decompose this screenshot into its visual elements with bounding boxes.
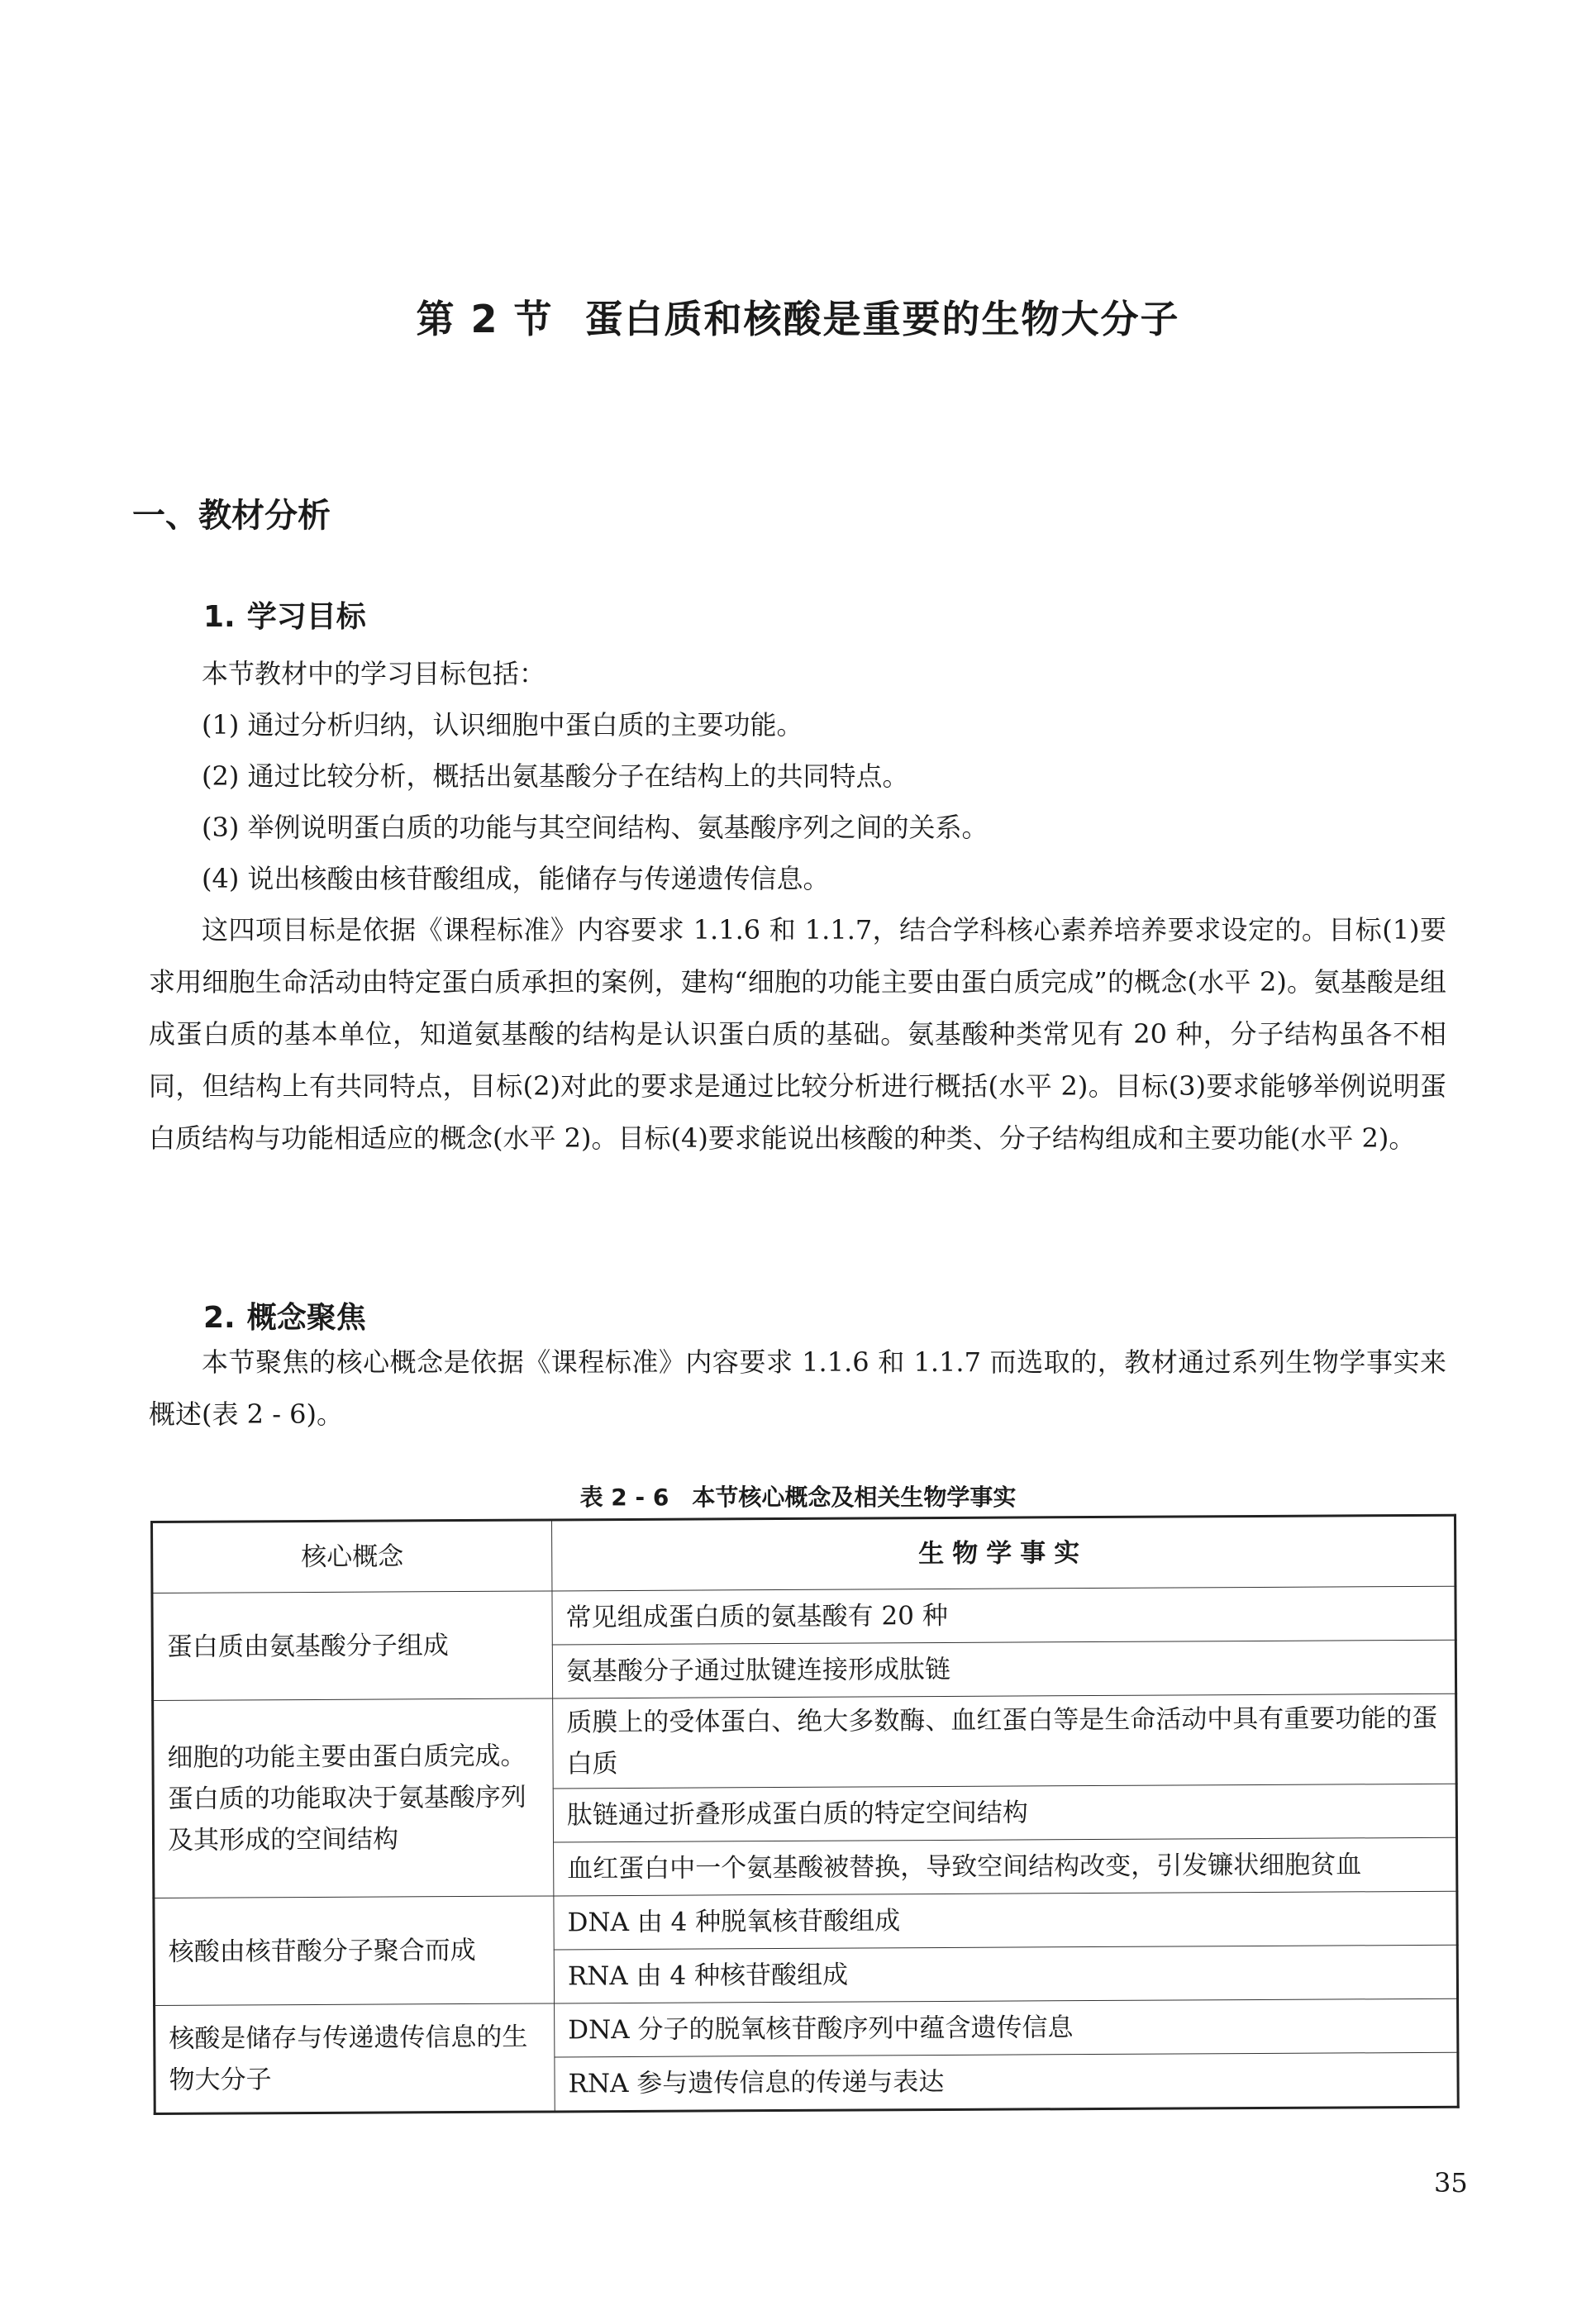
table-row xyxy=(153,1694,1457,1790)
goal-item-1: (1) 通过分析归纳，认识细胞中蛋白质的主要功能。 xyxy=(202,709,803,741)
concept-cell: 蛋白质由氨基酸分子组成 xyxy=(152,1591,553,1701)
goals-paragraph: 这四项目标是依据《课程标准》内容要求 1.1.6 和 1.1.7，结合学科核心素养培养要求设定的。目标(1)要求用细胞生命活动由特定蛋白质承担的案例，建构“细胞的功能主要由蛋白质完成”的概念(水平 2)。氨基酸是组成蛋白质的基本单位，知道氨基酸的结构是认识蛋白质的基础。氨基酸种类常见有 20 种，分子结构虽各不相同，但结构上有共同特点，目标(2)对此的要求是通过比较分析进行概括(水平 2)。目标(3)要求能够举例说明蛋白质结构与功能相适应的概念(水平 2)。目标(4)要求能说出核酸的种类、分子结构组成和主要功能(水平 2)。 xyxy=(149,914,1446,1154)
section-title-text: 蛋白质和核酸是重要的生物大分子 xyxy=(584,297,1180,341)
fact-cell: DNA 分子的脱氧核苷酸序列中蕴含遗传信息 xyxy=(555,1998,1458,2057)
fact-cell: RNA 参与遗传信息的传递与表达 xyxy=(555,2052,1458,2112)
goal-item-2: (2) 通过比较分析，概括出氨基酸分子在结构上的共同特点。 xyxy=(202,760,909,792)
heading-number: 1. xyxy=(203,600,236,634)
heading-concept-focus xyxy=(203,1294,366,1336)
goal-item-4: (4) 说出核酸由核苷酸组成，能储存与传递遗传信息。 xyxy=(202,863,830,894)
concept-cell: 核酸是储存与传递遗传信息的生物大分子 xyxy=(155,2003,555,2114)
heading-text: 概念聚焦 xyxy=(246,1301,366,1335)
fact-cell: 氨基酸分子通过肽键连接形成肽链 xyxy=(552,1640,1455,1698)
table-header-row xyxy=(152,1515,1455,1593)
fact-cell: 质膜上的受体蛋白、绝大多数酶、血红蛋白等是生命活动中具有重要功能的蛋白质 xyxy=(553,1694,1457,1789)
fact-cell: 常见组成蛋白质的氨基酸有 20 种 xyxy=(552,1586,1455,1645)
fact-cell: RNA 由 4 种核苷酸组成 xyxy=(554,1945,1457,2003)
header-concept: 核心概念 xyxy=(152,1520,552,1594)
heading-textbook-analysis: 一、教材分析 xyxy=(132,497,331,535)
header-facts: 生物学事实 xyxy=(552,1515,1455,1591)
concept-facts-table xyxy=(150,1514,1460,2115)
goal-item-3: (3) 举例说明蛋白质的功能与其空间结构、氨基酸序列之间的关系。 xyxy=(202,812,989,843)
table-caption xyxy=(0,1479,1596,1513)
fact-cell: 肽链通过折叠形成蛋白质的特定空间结构 xyxy=(553,1784,1456,1842)
concept-cell: 核酸由核苷酸分子聚合而成 xyxy=(154,1896,555,2006)
heading-text: 学习目标 xyxy=(246,600,366,634)
table-row xyxy=(154,1891,1457,1951)
page-number: 35 xyxy=(1434,2167,1468,2199)
section-title xyxy=(0,289,1596,344)
heading-number: 2. xyxy=(203,1301,236,1335)
table-title: 本节核心概念及相关生物学事实 xyxy=(692,1484,1017,1511)
concept-paragraph: 本节聚焦的核心概念是依据《课程标准》内容要求 1.1.6 和 1.1.7 而选取的，教材通过系列生物学事实来概述(表 2 - 6)。 xyxy=(149,1346,1446,1430)
concept-cell: 细胞的功能主要由蛋白质完成。蛋白质的功能取决于氨基酸序列及其形成的空间结构 xyxy=(153,1698,554,1898)
fact-cell: 血红蛋白中一个氨基酸被替换，导致空间结构改变，引发镰状细胞贫血 xyxy=(554,1837,1457,1896)
section-number: 第 2 节 xyxy=(416,297,554,341)
fact-cell: DNA 由 4 种脱氧核苷酸组成 xyxy=(554,1891,1457,1950)
table-number: 表 2 - 6 xyxy=(579,1484,669,1511)
table-row xyxy=(152,1586,1455,1646)
heading-learning-goals xyxy=(203,593,366,636)
goals-intro: 本节教材中的学习目标包括： xyxy=(202,658,546,689)
table-row xyxy=(155,1998,1458,2059)
